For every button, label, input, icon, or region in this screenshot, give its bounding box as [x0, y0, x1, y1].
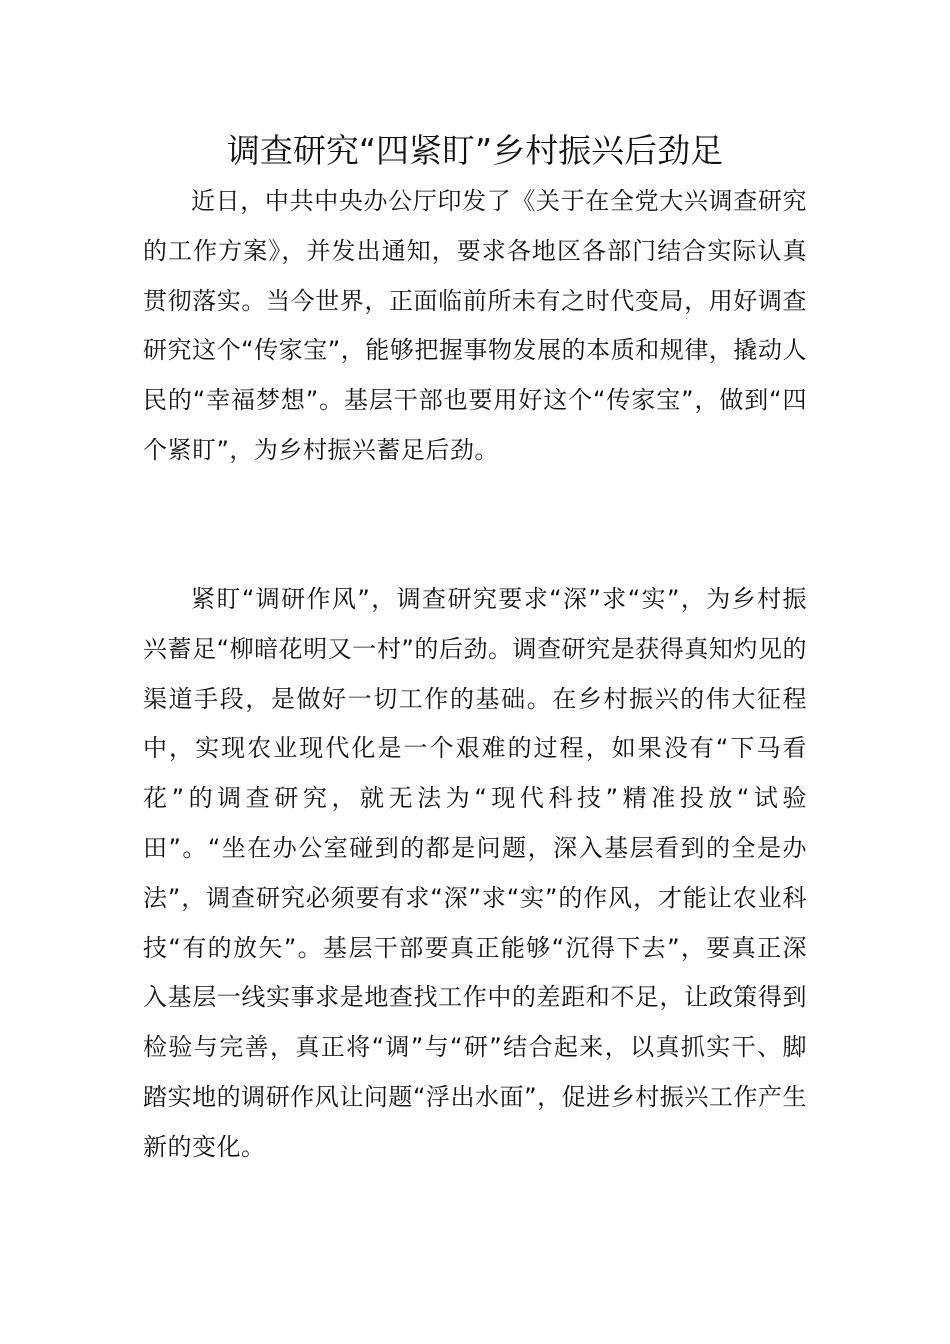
document-title: 调查研究“四紧盯”乡村振兴后劲足 — [226, 131, 724, 170]
paragraph-intro: 近日，中共中央办公厅印发了《关于在全党大兴调查研究的工作方案》，并发出通知，要求各地区各部门结合实际认真贯彻落实。当今世界，正面临前所未有之时代变局，用好调查研究这个“传家宝”，能够把握事物发展的本质和规律，撬动人民的“幸福梦想”。基层干部也要用好这个“传家宝”，做到“四个紧盯”，为乡村振兴蓄足后劲。 — [143, 187, 807, 464]
paragraph-research-style: 紧盯“调研作风”，调查研究要求“深”求“实”，为乡村振兴蓄足“柳暗花明又一村”的后劲。调查研究是获得真知灼见的渠道手段，是做好一切工作的基础。在乡村振兴的伟大征程中，实现农业现代化是一个艰难的过程，如果没有“下马看花”的调查研究，就无法为“现代科技”精准投放“试验田”。“坐在办公室碰到的都是问题，深入基层看到的全是办法”，调查研究必须要有求“深”求“实”的作风，才能让农业科技“有的放矢”。基层干部要真正能够“沉得下去”，要真正深入基层一线实事求是地查找工作中的差距和不足，让政策得到检验与完善，真正将“调”与“研”结合起来，以真抓实干、脚踏实地的调研作风让问题“浮出水面”，促进乡村振兴工作产生新的变化。 — [143, 585, 807, 1161]
